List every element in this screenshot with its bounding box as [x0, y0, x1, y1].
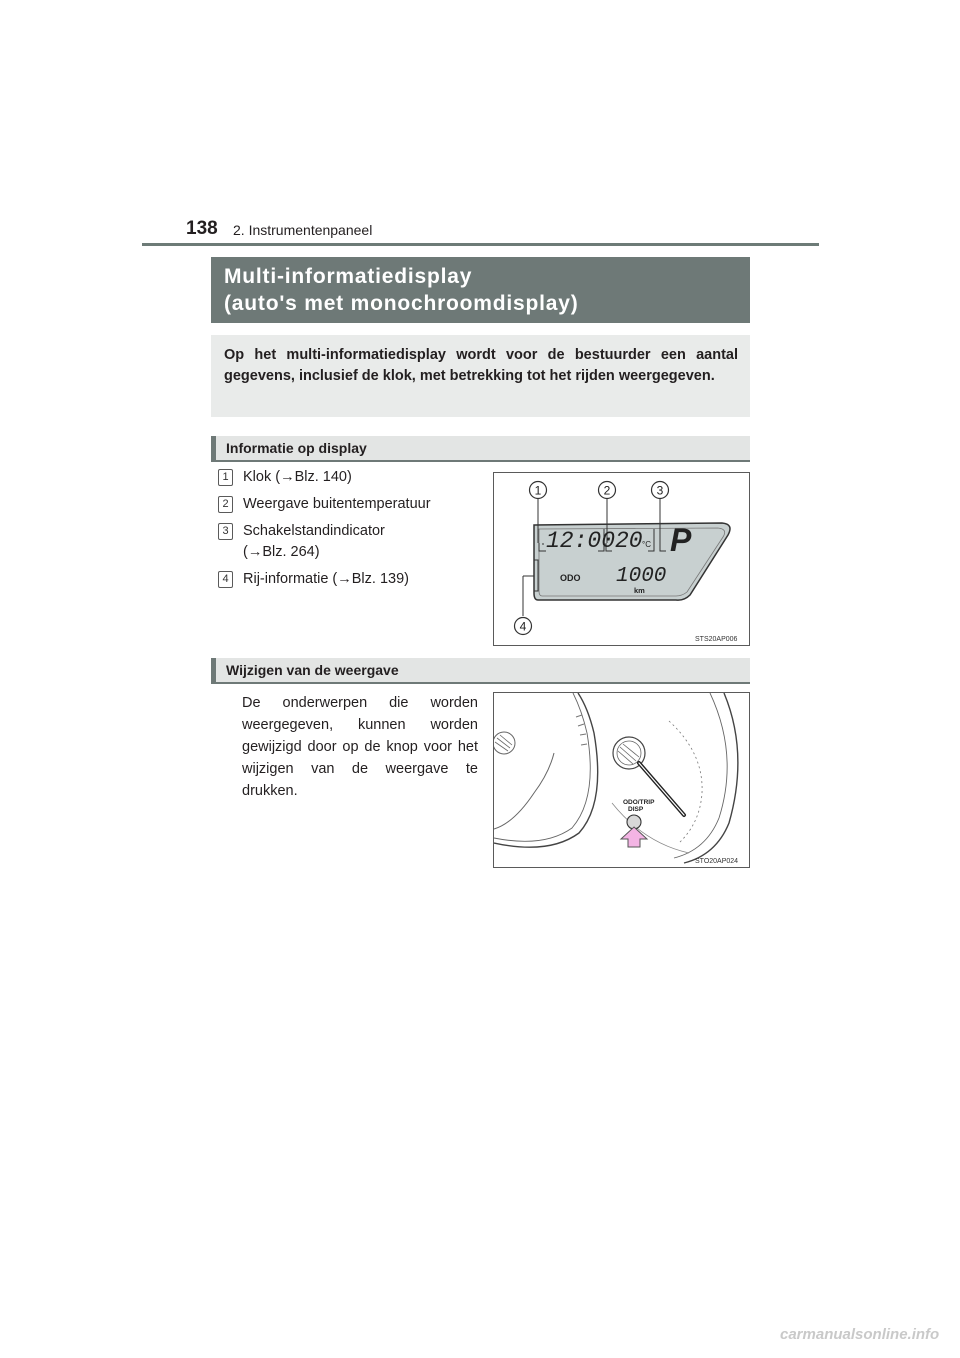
page-number: 138 [186, 218, 218, 239]
list-item-drive-info [218, 569, 409, 590]
section-title-box [211, 257, 750, 323]
gear-indicator: P [670, 522, 692, 558]
section-heading-display-info: Informatie op display [211, 436, 750, 462]
item-number: 3 [218, 523, 233, 540]
list-item-shift-indicator [218, 521, 385, 563]
title-line-1: Multi-informatiedisplay [224, 265, 473, 288]
display-illustration [494, 473, 749, 645]
svg-text:2: 2 [603, 483, 611, 498]
title-line-2: (auto's met monochroomdisplay) [224, 292, 579, 315]
callout-1 [530, 482, 547, 499]
odo-trip-label: ODO/TRIP [623, 799, 655, 806]
odo-unit: km [634, 586, 645, 595]
cluster-illustration [494, 693, 749, 867]
disp-label: DISP [628, 806, 644, 813]
watermark: carmanualsonline.info [780, 1326, 940, 1343]
temperature-unit: °C [642, 540, 651, 549]
svg-text:3: 3 [656, 483, 664, 498]
item-text: Schakelstandindicator [243, 523, 385, 539]
header-rule [142, 243, 819, 246]
odo-label: ODO [560, 573, 581, 583]
section-heading-change-display: Wijzigen van de weergave [211, 658, 750, 684]
button-figure [493, 692, 750, 868]
item-text: Weergave buitentemperatuur [243, 496, 431, 512]
display-figure [493, 472, 750, 646]
item-number: 1 [218, 469, 233, 486]
item-text-continued: (→Blz. 264) [243, 544, 320, 560]
svg-text:4: 4 [519, 619, 527, 634]
item-number: 2 [218, 496, 233, 513]
item-number: 4 [218, 571, 233, 588]
temperature-readout: 20 [615, 528, 643, 554]
callout-3 [652, 482, 669, 499]
list-item-clock [218, 467, 352, 488]
list-item-outside-temperature [218, 494, 431, 515]
change-display-paragraph: De onderwerpen die worden weergegeven, kunnen worden gewijzigd door op de knop voor het wijzigen van de weergave te drukken. [242, 695, 478, 799]
intro-text: Op het multi-informatiedisplay wordt voor de bestuurder een aantal gegevens, inclusief de klok, met betrekking tot het rijden weergegeven. [211, 335, 750, 417]
svg-text:1: 1 [534, 483, 542, 498]
callout-2 [599, 482, 616, 499]
chapter-title: 2. Instrumentenpaneel [233, 222, 373, 238]
item-text: Rij-informatie (→Blz. 139) [243, 571, 409, 587]
clock-readout: 12:00 [546, 528, 616, 554]
odo-readout: 1000 [616, 565, 667, 588]
figure-code: STO20AP024 [695, 858, 739, 865]
pointer-arrow-icon [621, 827, 647, 847]
item-text: Klok (→Blz. 140) [243, 469, 352, 485]
figure-code: STS20AP006 [695, 636, 738, 643]
callout-4 [515, 618, 532, 635]
